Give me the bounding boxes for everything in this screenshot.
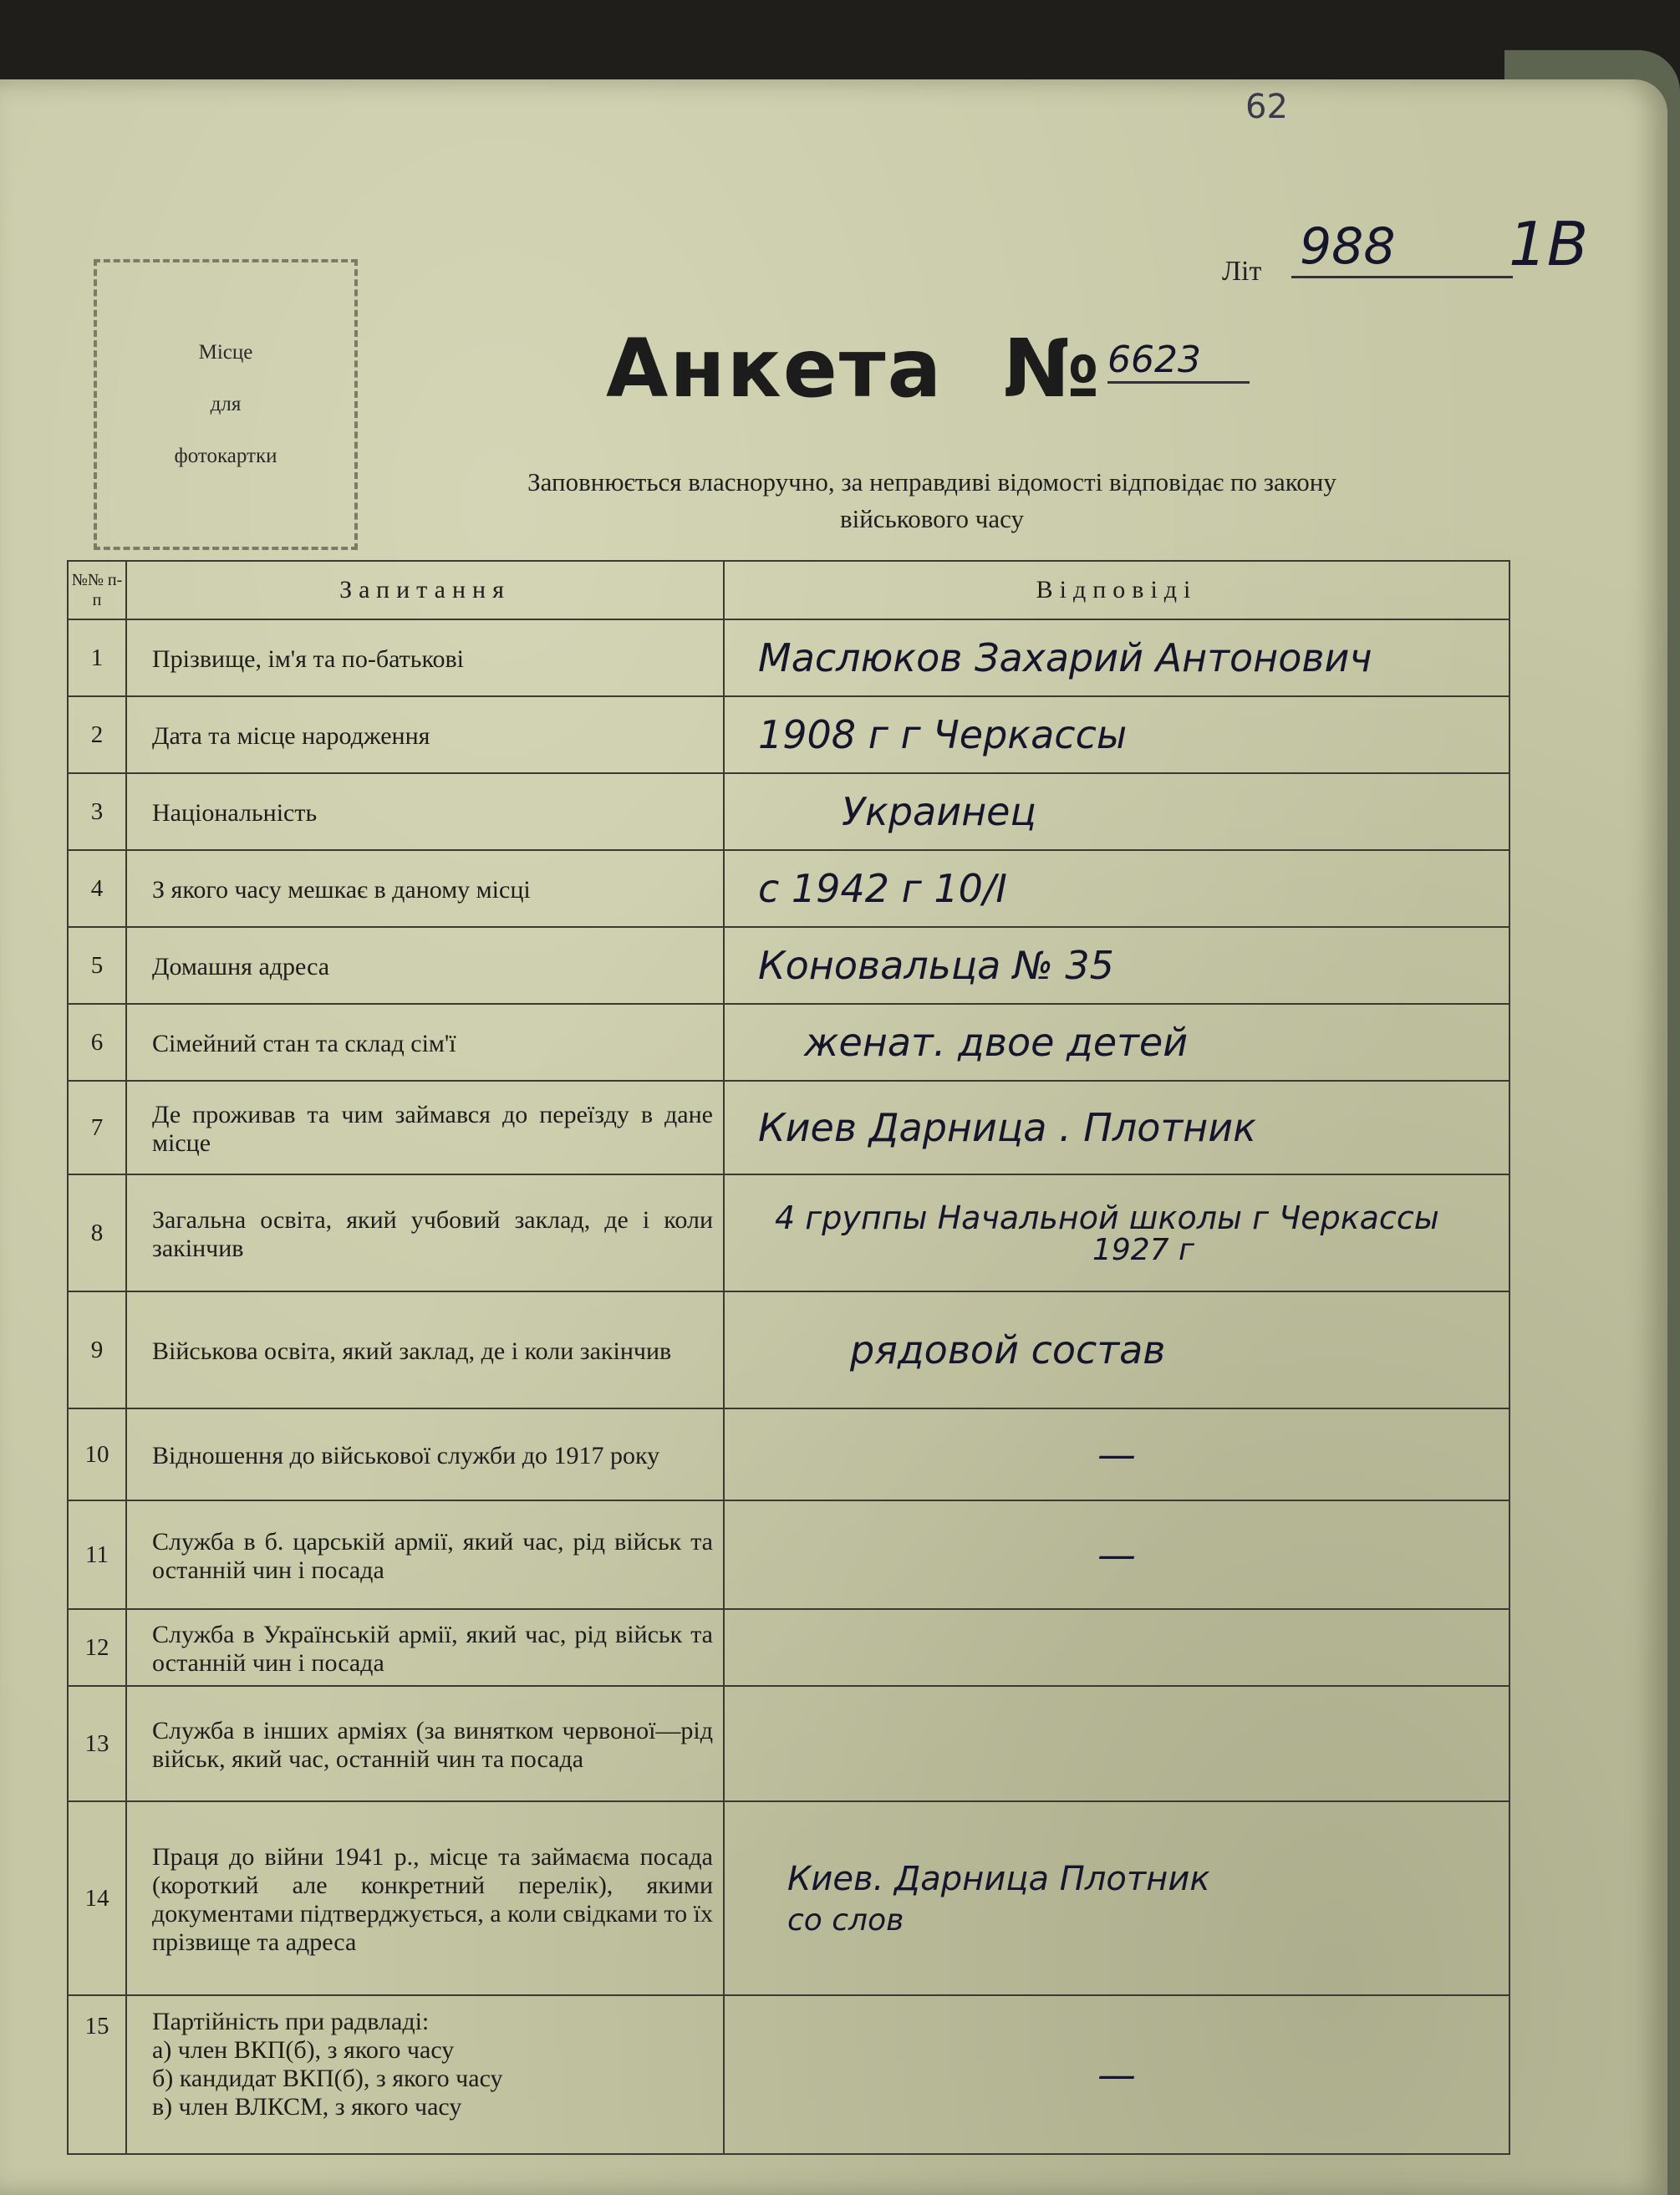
row-question: Національність <box>126 773 724 850</box>
row-answer <box>724 1408 1509 1500</box>
row-answer <box>724 619 1509 696</box>
handwritten-answer: рядовой состав <box>850 1327 1166 1373</box>
row-num: 5 <box>68 927 126 1004</box>
row-num: 3 <box>68 773 126 850</box>
subtitle-line-2: військового часу <box>839 504 1025 533</box>
table-row <box>68 1995 1509 2154</box>
row-num: 15 <box>68 1995 126 2154</box>
table-row <box>68 1081 1509 1174</box>
corner-mark: 62 <box>1245 88 1288 126</box>
row-question: Військова освіта, який заклад, де і коли закінчив <box>126 1291 724 1408</box>
row-answer <box>724 1995 1509 2154</box>
row-answer <box>724 696 1509 773</box>
photo-placeholder <box>94 259 358 550</box>
table-header-row <box>68 561 1509 619</box>
table-row <box>68 850 1509 927</box>
handwritten-answer: женат. двое детей <box>804 1020 1189 1065</box>
row-question: Дата та місце народження <box>126 696 724 773</box>
handwritten-answer: — <box>1097 2052 1136 2097</box>
row-num: 4 <box>68 850 126 927</box>
lit-number: 988 <box>1291 217 1513 278</box>
table-row <box>68 773 1509 850</box>
photo-label-1: Місце <box>198 341 253 364</box>
table-row <box>68 619 1509 696</box>
row-question: Служба в б. царській армії, який час, рід військ та останній чин і посада <box>126 1500 724 1609</box>
table-row <box>68 1609 1509 1686</box>
table-row <box>68 1408 1509 1500</box>
handwritten-answer: Украинец <box>842 789 1036 834</box>
row-answer <box>724 1801 1509 1995</box>
form-subtitle <box>372 464 1492 537</box>
handwritten-answer: Коновальца № 35 <box>758 943 1114 988</box>
lit-suffix: 1В <box>1509 209 1589 279</box>
row-answer <box>724 1081 1509 1174</box>
handwritten-answer: — <box>1097 1532 1136 1577</box>
row-question: Партійність при радвладі: а) член ВКП(б), з якого часу б) кандидат ВКП(б), з якого часу в) член ВЛКСМ, з якого часу <box>126 1995 724 2154</box>
questionnaire-table <box>67 560 1510 2155</box>
handwritten-answer-note: со слов <box>787 1902 904 1938</box>
row-answer <box>724 1500 1509 1609</box>
table-row <box>68 1801 1509 1995</box>
row-question: Загальна освіта, який учбовий заклад, де і коли закінчив <box>126 1174 724 1291</box>
table-row <box>68 696 1509 773</box>
row-num: 11 <box>68 1500 126 1609</box>
handwritten-answer: 1908 г г Черкассы <box>758 712 1128 757</box>
row-question: З якого часу мешкає в даному місці <box>126 850 724 927</box>
handwritten-answer: 4 группы Начальной школы г Черкассы <box>775 1199 1439 1236</box>
handwritten-answer: Маслюков Захарий Антонович <box>758 635 1372 680</box>
form-number: 6623 <box>1107 339 1250 384</box>
row-num: 9 <box>68 1291 126 1408</box>
row-answer <box>724 1291 1509 1408</box>
lit-label: Літ <box>1222 256 1262 287</box>
row-num: 10 <box>68 1408 126 1500</box>
row-answer <box>724 1609 1509 1686</box>
handwritten-answer: Киев Дарница . Плотник <box>758 1105 1256 1150</box>
header-question: Запитання <box>126 561 724 619</box>
row-question: Сімейний стан та склад сім'ї <box>126 1004 724 1081</box>
handwritten-answer: с 1942 г 10/I <box>758 866 1007 911</box>
row-question: Де проживав та чим займався до переїзду в дане місце <box>126 1081 724 1174</box>
handwritten-answer: — <box>1097 1432 1136 1477</box>
table-row <box>68 1686 1509 1801</box>
row-num: 7 <box>68 1081 126 1174</box>
photo-label-2: для <box>210 393 242 415</box>
row-question: Прізвище, ім'я та по-батькові <box>126 619 724 696</box>
number-sign: № <box>1003 322 1100 415</box>
table-row <box>68 927 1509 1004</box>
row-num: 6 <box>68 1004 126 1081</box>
row-answer <box>724 850 1509 927</box>
row-answer <box>724 1004 1509 1081</box>
row-num: 14 <box>68 1801 126 1995</box>
subtitle-line-1: Заповнюється власноручно, за неправдиві відомості відповідає по закону <box>527 467 1336 497</box>
table-row <box>68 1004 1509 1081</box>
header-num: №№ п-п <box>68 561 126 619</box>
table-row <box>68 1291 1509 1408</box>
form-title: Анкета <box>606 322 944 415</box>
table-row <box>68 1174 1509 1291</box>
photo-label-3: фотокартки <box>174 445 277 467</box>
row-answer <box>724 773 1509 850</box>
handwritten-answer: Киев. Дарница Плотник <box>787 1859 1210 1898</box>
row-answer <box>724 1174 1509 1291</box>
table-row <box>68 1500 1509 1609</box>
row-question: Відношення до військової служби до 1917 року <box>126 1408 724 1500</box>
row-answer <box>724 927 1509 1004</box>
row-answer <box>724 1686 1509 1801</box>
row-num: 2 <box>68 696 126 773</box>
row-num: 13 <box>68 1686 126 1801</box>
row-num: 8 <box>68 1174 126 1291</box>
header-answer: Відповіді <box>724 561 1509 619</box>
handwritten-answer-year: 1927 г <box>1092 1232 1194 1267</box>
row-question: Служба в інших арміях (за винятком червоної—рід військ, який час, останній чин та посада <box>126 1686 724 1801</box>
row-num: 12 <box>68 1609 126 1686</box>
row-num: 1 <box>68 619 126 696</box>
row-question: Служба в Українській армії, який час, рід військ та останній чин і посада <box>126 1609 724 1686</box>
row-question: Праця до війни 1941 р., місце та займаєма посада (короткий але конкретний перелік), якими документами підтверджується, а коли свідками то їх прізвище та адреса <box>126 1801 724 1995</box>
row-question: Домашня адреса <box>126 927 724 1004</box>
